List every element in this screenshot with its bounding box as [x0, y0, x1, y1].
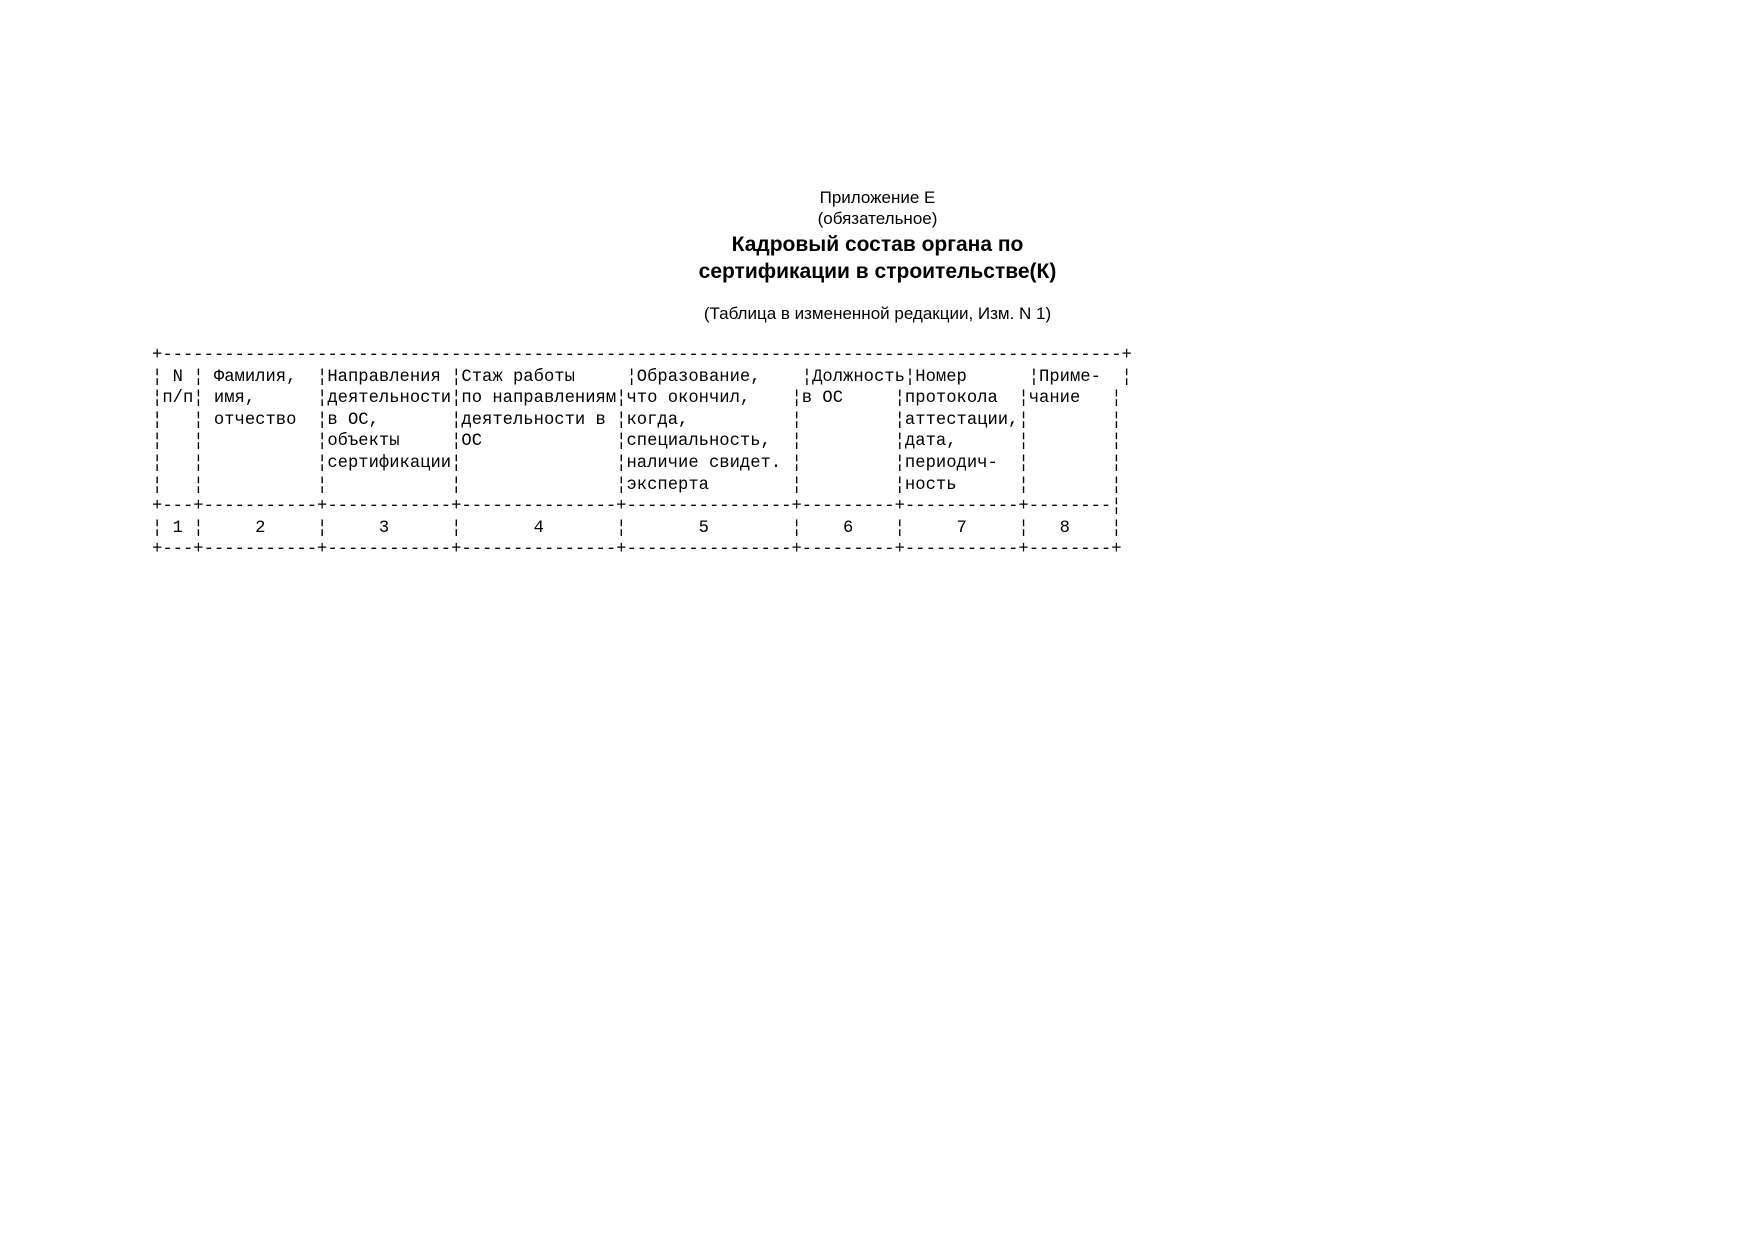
table-header-row: ¦ ¦ ¦объекты ¦ОС ¦специальность, ¦ ¦дата, ¦ ¦: [152, 432, 1122, 452]
table-column-numbers-row: ¦ 1 ¦ 2 ¦ 3 ¦ 4 ¦ 5 ¦ 6 ¦ 7 ¦ 8 ¦: [152, 518, 1122, 538]
table-border-middle: +---+-----------+------------+---------------+----------------+---------+-----------+--------¦: [152, 497, 1122, 517]
table-header-row: ¦п/п¦ имя, ¦деятельности¦по направлениям¦что окончил, ¦в ОС ¦протокола ¦чание ¦: [152, 389, 1122, 409]
document-title-line-1: Кадровый состав органа по: [731, 233, 1024, 256]
staff-table: [152, 345, 1132, 561]
table-border-top: +---------------------------------------------------------------------------------------------+: [152, 346, 1132, 365]
table-header-row: ¦ N ¦ Фамилия, ¦Направления ¦Стаж работы ¦Образование, ¦Должность¦Номер ¦Приме- ¦: [152, 367, 1132, 387]
appendix-status: (обязательное): [817, 209, 938, 228]
appendix-label: Приложение Е: [819, 188, 936, 207]
table-border-bottom: +---+-----------+------------+---------------+----------------+---------+-----------+--------+: [152, 540, 1122, 560]
table-header-row: ¦ ¦ отчество ¦в ОС, ¦деятельности в ¦когда, ¦ ¦аттестации,¦ ¦: [152, 410, 1122, 430]
amendment-note: (Таблица в измененной редакции, Изм. N 1): [703, 304, 1052, 323]
table-header-row: ¦ ¦ ¦сертификации¦ ¦наличие свидет. ¦ ¦периодич- ¦ ¦: [152, 453, 1122, 473]
document-title-line-2: сертификации в строительстве(К): [698, 260, 1057, 283]
table-header-row: ¦ ¦ ¦ ¦ ¦эксперта ¦ ¦ность ¦ ¦: [152, 475, 1122, 495]
document-title: [0, 231, 1755, 285]
